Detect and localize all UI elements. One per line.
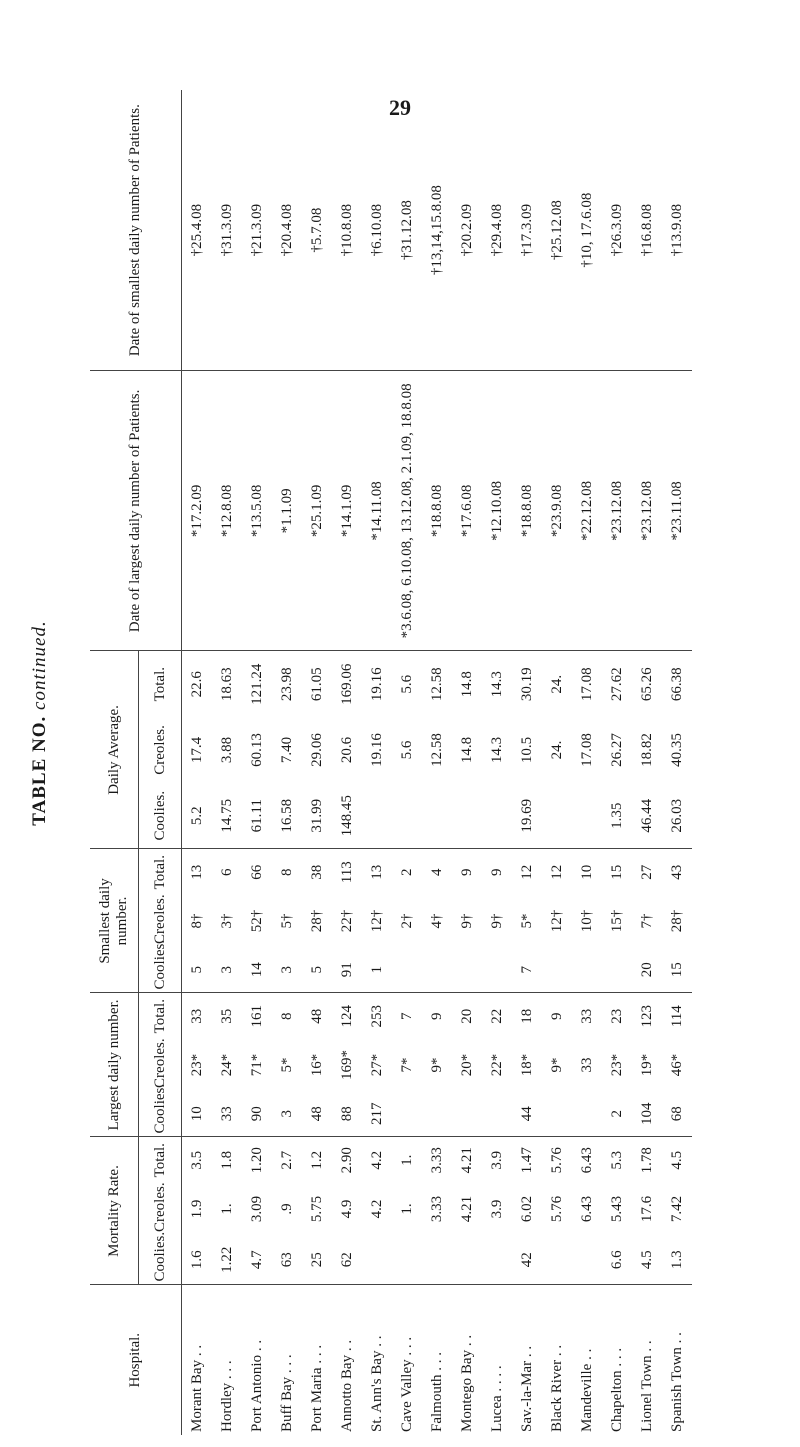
cell-largest-creoles: 23* xyxy=(608,1053,625,1077)
header-avg-creoles: Creoles. xyxy=(151,725,168,775)
table-row xyxy=(182,90,213,1435)
table-row xyxy=(302,90,332,1435)
cell-mortality-total: 5.3 xyxy=(608,1150,625,1170)
cell-smallest-coolies xyxy=(422,947,452,993)
header-sm-creoles: Creoles. xyxy=(151,894,168,944)
cell-smallest-coolies: 91 xyxy=(332,947,362,993)
header-mort-coolies: Coolies. xyxy=(139,1235,182,1285)
cell-smallest-creoles: 28† xyxy=(668,909,685,933)
cell-smallest-total: 15 xyxy=(608,864,625,880)
cell-mortality-coolies xyxy=(572,1235,602,1285)
cell-smallest-coolies: 3 xyxy=(272,947,302,993)
cell-hospital: Montego Bay . . xyxy=(458,1334,475,1432)
cell-average-creoles: 29.06 xyxy=(308,733,325,767)
cell-mortality-creoles: 3.33 xyxy=(428,1195,445,1223)
cell-mortality-total: 1.47 xyxy=(518,1147,535,1174)
cell-date-largest: *17.6.08 xyxy=(452,371,482,651)
cell-largest-total: 161 xyxy=(248,1004,265,1028)
cell-average-total: 169.06 xyxy=(338,663,355,705)
cell-date-largest: *23.11.08 xyxy=(662,371,692,651)
cell-largest-creoles: 23* xyxy=(188,1053,205,1077)
cell-date-largest: *14.1.09 xyxy=(332,371,362,651)
cell-hospital: Morant Bay . . xyxy=(188,1344,205,1432)
cell-smallest-coolies xyxy=(572,947,602,993)
table-row xyxy=(392,90,422,1435)
cell-date-largest: *23.9.08 xyxy=(542,371,572,651)
cell-hospital: Chapelton . . . xyxy=(608,1347,625,1432)
cell-hospital: Cave Valley . . . xyxy=(398,1336,415,1432)
cell-average-creoles: 12.58 xyxy=(428,733,445,767)
cell-largest-coolies: 88 xyxy=(332,1091,362,1137)
cell-largest-coolies: 104 xyxy=(632,1091,662,1137)
cell-average-coolies: 61.11 xyxy=(242,783,272,849)
cell-average-creoles: 14.3 xyxy=(488,736,505,764)
header-sm-coolies: Coolies. xyxy=(139,947,182,993)
cell-largest-total: 7 xyxy=(398,1012,415,1020)
cell-smallest-creoles: 2† xyxy=(398,913,415,929)
cell-mortality-total: 6.43 xyxy=(578,1147,595,1174)
cell-largest-creoles: 16* xyxy=(308,1053,325,1077)
cell-smallest-creoles: 10† xyxy=(578,909,595,933)
table-body xyxy=(182,90,693,1435)
table-row xyxy=(572,90,602,1435)
cell-average-creoles: 18.82 xyxy=(638,733,655,767)
cell-mortality-coolies: 1.6 xyxy=(182,1235,213,1285)
cell-hospital: Black River . . xyxy=(548,1344,565,1432)
cell-smallest-creoles: 5* xyxy=(518,913,535,929)
cell-largest-total: 35 xyxy=(218,1008,235,1024)
cell-largest-coolies xyxy=(392,1091,422,1137)
cell-smallest-total: 27 xyxy=(638,864,655,880)
cell-date-smallest: †25.12.08 xyxy=(542,90,572,371)
cell-mortality-creoles: 6.43 xyxy=(578,1195,595,1223)
cell-mortality-creoles: 3.9 xyxy=(488,1199,505,1219)
cell-mortality-coolies: 1.3 xyxy=(662,1235,692,1285)
cell-smallest-total: 66 xyxy=(248,864,265,880)
table-row xyxy=(602,90,632,1435)
cell-date-smallest: †13.9.08 xyxy=(662,90,692,371)
cell-largest-total: 18 xyxy=(518,1008,535,1024)
cell-average-total: 61.05 xyxy=(308,667,325,702)
cell-mortality-coolies: 6.6 xyxy=(602,1235,632,1285)
cell-largest-coolies xyxy=(572,1091,602,1137)
cell-largest-creoles: 5* xyxy=(278,1057,295,1073)
cell-hospital: St. Ann's Bay . . xyxy=(368,1335,385,1432)
cell-smallest-coolies xyxy=(452,947,482,993)
cell-largest-total: 33 xyxy=(188,1008,205,1024)
cell-date-smallest: †10.8.08 xyxy=(332,90,362,371)
header-avg-total: Total. xyxy=(151,667,168,702)
cell-average-total: 23.98 xyxy=(278,667,295,702)
cell-mortality-creoles: 5.43 xyxy=(608,1195,625,1223)
cell-hospital: Falmouth . . . xyxy=(428,1351,445,1432)
cell-smallest-creoles: 15† xyxy=(608,909,625,933)
cell-largest-total: 9 xyxy=(548,1012,565,1020)
cell-largest-total: 124 xyxy=(338,1004,355,1028)
cell-smallest-total: 13 xyxy=(188,864,205,880)
header-mort-creoles: Creoles. xyxy=(151,1182,168,1232)
cell-average-coolies: 14.75 xyxy=(212,783,242,849)
cell-date-smallest: †26.3.09 xyxy=(602,90,632,371)
cell-smallest-total: 38 xyxy=(308,864,325,880)
cell-mortality-creoles: 6.02 xyxy=(518,1195,535,1223)
cell-average-creoles: 7.40 xyxy=(278,736,295,764)
cell-smallest-creoles: 12† xyxy=(548,909,565,933)
table-row xyxy=(512,90,542,1435)
cell-date-smallest: †29.4.08 xyxy=(482,90,512,371)
cell-hospital: Mandeville . . xyxy=(578,1348,595,1432)
cell-average-coolies: 31.99 xyxy=(302,783,332,849)
cell-average-total: 18.63 xyxy=(218,667,235,702)
cell-mortality-coolies xyxy=(482,1235,512,1285)
header-mortality-rate: Mortality Rate. xyxy=(90,1137,139,1285)
cell-smallest-coolies: 20 xyxy=(632,947,662,993)
cell-date-largest: *18.8.08 xyxy=(422,371,452,651)
header-hospital: Hospital. xyxy=(127,1332,143,1388)
cell-smallest-coolies xyxy=(392,947,422,993)
cell-largest-coolies: 33 xyxy=(212,1091,242,1137)
cell-largest-coolies: 44 xyxy=(512,1091,542,1137)
table-row xyxy=(452,90,482,1435)
cell-mortality-creoles: 4.21 xyxy=(458,1195,475,1223)
cell-largest-total: 253 xyxy=(368,1004,385,1028)
cell-average-coolies xyxy=(362,783,392,849)
cell-average-total: 27.62 xyxy=(608,667,625,702)
cell-smallest-coolies: 5 xyxy=(182,947,213,993)
cell-smallest-creoles: 22† xyxy=(338,909,355,933)
cell-hospital: Sav.-la-Mar . . xyxy=(518,1345,535,1432)
table-row xyxy=(422,90,452,1435)
cell-mortality-total: 3.33 xyxy=(428,1147,445,1174)
cell-average-creoles: 24. xyxy=(548,740,565,760)
cell-largest-creoles: 27* xyxy=(368,1053,385,1077)
table-row xyxy=(362,90,392,1435)
cell-mortality-coolies xyxy=(362,1235,392,1285)
cell-mortality-total: 5.76 xyxy=(548,1147,565,1174)
cell-largest-coolies xyxy=(422,1091,452,1137)
cell-largest-creoles: 33 xyxy=(578,1057,595,1073)
hospital-statistics-table xyxy=(90,90,692,1435)
cell-average-total: 24. xyxy=(548,674,565,694)
cell-average-creoles: 26.27 xyxy=(608,733,625,767)
cell-largest-creoles: 24* xyxy=(218,1053,235,1077)
cell-average-total: 19.16 xyxy=(368,667,385,702)
cell-date-smallest: †10, 17.6.08 xyxy=(572,90,602,371)
cell-largest-total: 48 xyxy=(308,1008,325,1024)
cell-date-largest: *12.8.08 xyxy=(212,371,242,651)
cell-smallest-total: 12 xyxy=(548,864,565,880)
cell-largest-coolies: 90 xyxy=(242,1091,272,1137)
cell-average-total: 22.6 xyxy=(188,671,205,698)
cell-average-total: 30.19 xyxy=(518,667,535,702)
cell-average-total: 12.58 xyxy=(428,667,445,702)
cell-mortality-total: 4.2 xyxy=(368,1150,385,1170)
cell-mortality-total: 3.5 xyxy=(188,1150,205,1170)
cell-smallest-total: 8 xyxy=(278,868,295,876)
cell-largest-total: 114 xyxy=(668,1005,685,1028)
cell-largest-total: 123 xyxy=(638,1004,655,1028)
cell-smallest-creoles: 9† xyxy=(488,913,505,929)
table-title-continued: continued. xyxy=(29,620,50,710)
header-daily-average: Daily Average. xyxy=(90,651,139,849)
cell-date-largest: *17.2.09 xyxy=(182,371,213,651)
table-row xyxy=(662,90,692,1435)
cell-smallest-coolies: 7 xyxy=(512,947,542,993)
table-row xyxy=(542,90,572,1435)
cell-largest-creoles: 20* xyxy=(458,1053,475,1077)
cell-smallest-coolies: 15 xyxy=(662,947,692,993)
cell-hospital: Annotto Bay . . xyxy=(338,1339,355,1432)
cell-date-largest: *25.1.09 xyxy=(302,371,332,651)
cell-average-coolies: 16.58 xyxy=(272,783,302,849)
table-title xyxy=(0,0,80,1447)
header-date-smallest: Date of smallest daily number of Patients. xyxy=(90,90,182,371)
cell-mortality-creoles: 3.09 xyxy=(248,1195,265,1223)
cell-average-creoles: 40.35 xyxy=(668,733,685,767)
cell-date-smallest: †5.7.08 xyxy=(302,90,332,371)
cell-average-coolies xyxy=(452,783,482,849)
cell-date-largest: *12.10.08 xyxy=(482,371,512,651)
cell-largest-total: 23 xyxy=(608,1008,625,1024)
cell-date-smallest: †21.3.09 xyxy=(242,90,272,371)
cell-date-largest: *23.12.08 xyxy=(632,371,662,651)
cell-average-coolies xyxy=(482,783,512,849)
cell-hospital: Lionel Town . . xyxy=(638,1340,655,1432)
cell-mortality-creoles: 1. xyxy=(398,1203,415,1215)
cell-smallest-total: 12 xyxy=(518,864,535,880)
cell-date-smallest: †6.10.08 xyxy=(362,90,392,371)
cell-smallest-total: 13 xyxy=(368,864,385,880)
cell-average-total: 121.24 xyxy=(248,663,265,705)
cell-average-coolies: 148.45 xyxy=(332,783,362,849)
cell-mortality-coolies: 42 xyxy=(512,1235,542,1285)
cell-average-coolies: 26.03 xyxy=(662,783,692,849)
cell-date-smallest: †20.2.09 xyxy=(452,90,482,371)
cell-mortality-creoles: 5.75 xyxy=(308,1195,325,1223)
cell-largest-total: 22 xyxy=(488,1008,505,1024)
cell-smallest-coolies: 3 xyxy=(212,947,242,993)
cell-mortality-creoles: 1. xyxy=(218,1203,235,1215)
cell-mortality-total: 1.20 xyxy=(248,1147,265,1174)
cell-largest-coolies xyxy=(452,1091,482,1137)
table-title-main: TABLE NO. xyxy=(29,715,50,826)
cell-mortality-creoles: 1.9 xyxy=(188,1199,205,1219)
cell-average-total: 65.26 xyxy=(638,667,655,702)
cell-mortality-creoles: 4.9 xyxy=(338,1199,355,1219)
cell-average-creoles: 3.88 xyxy=(218,736,235,764)
cell-hospital: Hordley . . . xyxy=(218,1360,235,1432)
cell-date-largest: *23.12.08 xyxy=(602,371,632,651)
cell-smallest-creoles: 12† xyxy=(368,909,385,933)
cell-smallest-coolies: 5 xyxy=(302,947,332,993)
cell-smallest-coolies xyxy=(542,947,572,993)
cell-average-creoles: 20.6 xyxy=(338,736,355,764)
cell-largest-coolies: 68 xyxy=(662,1091,692,1137)
header-largest-daily: Largest daily number. xyxy=(90,993,139,1137)
header-lg-creoles: Creoles. xyxy=(151,1038,168,1088)
cell-date-largest: *22.12.08 xyxy=(572,371,602,651)
cell-largest-total: 9 xyxy=(428,1012,445,1020)
cell-smallest-coolies: 14 xyxy=(242,947,272,993)
table-row xyxy=(272,90,302,1435)
cell-smallest-creoles: 9† xyxy=(458,913,475,929)
cell-hospital: Port Maria . . . xyxy=(308,1344,325,1432)
header-date-largest: Date of largest daily number of Patients. xyxy=(90,371,182,651)
cell-mortality-coolies xyxy=(542,1235,572,1285)
cell-largest-coolies xyxy=(542,1091,572,1137)
cell-largest-total: 33 xyxy=(578,1008,595,1024)
cell-smallest-total: 6 xyxy=(218,868,235,876)
table-row xyxy=(242,90,272,1435)
cell-largest-creoles: 18* xyxy=(518,1053,535,1077)
cell-smallest-creoles: 8† xyxy=(188,913,205,929)
cell-date-largest: *1.1.09 xyxy=(272,371,302,651)
cell-average-creoles: 5.6 xyxy=(398,740,415,760)
cell-smallest-total: 9 xyxy=(488,868,505,876)
cell-mortality-coolies: 25 xyxy=(302,1235,332,1285)
cell-mortality-creoles: .9 xyxy=(278,1203,295,1215)
cell-date-smallest: †17.3.09 xyxy=(512,90,542,371)
cell-smallest-total: 10 xyxy=(578,864,595,880)
cell-average-coolies xyxy=(572,783,602,849)
cell-average-coolies: 46.44 xyxy=(632,783,662,849)
cell-average-coolies xyxy=(422,783,452,849)
cell-largest-creoles: 169* xyxy=(338,1049,355,1080)
cell-date-smallest: †13,14,15.8.08 xyxy=(422,90,452,371)
cell-date-smallest: †25.4.08 xyxy=(182,90,213,371)
cell-mortality-creoles: 4.2 xyxy=(368,1199,385,1219)
cell-mortality-total: 1.78 xyxy=(638,1147,655,1174)
cell-smallest-creoles: 3† xyxy=(218,913,235,929)
cell-smallest-coolies xyxy=(482,947,512,993)
header-mort-total: Total. xyxy=(151,1143,168,1178)
cell-largest-coolies: 217 xyxy=(362,1091,392,1137)
cell-mortality-creoles: 17.6 xyxy=(638,1195,655,1223)
header-lg-total: Total. xyxy=(151,999,168,1034)
cell-smallest-total: 43 xyxy=(668,864,685,880)
page-number: 29 xyxy=(389,95,411,120)
cell-hospital: Port Antonio . . xyxy=(248,1339,265,1432)
cell-largest-coolies: 2 xyxy=(602,1091,632,1137)
cell-date-largest: *14.11.08 xyxy=(362,371,392,651)
table-row xyxy=(482,90,512,1435)
cell-date-smallest: †31.3.09 xyxy=(212,90,242,371)
cell-mortality-total: 4.5 xyxy=(668,1150,685,1170)
header-lg-coolies: Coolies. xyxy=(139,1091,182,1137)
cell-average-creoles: 17.4 xyxy=(188,736,205,764)
cell-smallest-creoles: 52† xyxy=(248,909,265,933)
cell-smallest-total: 113 xyxy=(338,861,355,884)
cell-average-creoles: 14.8 xyxy=(458,736,475,764)
cell-smallest-creoles: 7† xyxy=(638,913,655,929)
cell-average-coolies: 19.69 xyxy=(512,783,542,849)
cell-smallest-total: 2 xyxy=(398,868,415,876)
cell-average-creoles: 19.16 xyxy=(368,733,385,767)
cell-mortality-coolies xyxy=(392,1235,422,1285)
cell-date-smallest: †20.4.08 xyxy=(272,90,302,371)
cell-largest-creoles: 46* xyxy=(668,1053,685,1077)
cell-mortality-total: 2.7 xyxy=(278,1150,295,1170)
cell-hospital: Spanish Town . . xyxy=(668,1332,685,1432)
cell-largest-creoles: 9* xyxy=(428,1057,445,1073)
cell-average-creoles: 60.13 xyxy=(248,733,265,767)
cell-largest-creoles: 19* xyxy=(638,1053,655,1077)
cell-mortality-creoles: 5.76 xyxy=(548,1195,565,1223)
cell-mortality-creoles: 7.42 xyxy=(668,1195,685,1223)
cell-hospital: Buff Bay . . . xyxy=(278,1354,295,1432)
cell-smallest-coolies: 1 xyxy=(362,947,392,993)
cell-date-largest: *18.8.08 xyxy=(512,371,542,651)
cell-largest-creoles: 22* xyxy=(488,1053,505,1077)
cell-largest-total: 20 xyxy=(458,1008,475,1024)
table-row xyxy=(212,90,242,1435)
cell-smallest-total: 4 xyxy=(428,868,445,876)
cell-average-coolies: 1.35 xyxy=(602,783,632,849)
cell-average-total: 14.3 xyxy=(488,671,505,698)
rotated-table-frame xyxy=(90,104,780,1435)
cell-mortality-total: 1.2 xyxy=(308,1150,325,1170)
cell-mortality-total: 4.21 xyxy=(458,1147,475,1174)
table-row xyxy=(632,90,662,1435)
cell-smallest-creoles: 5† xyxy=(278,913,295,929)
cell-largest-coolies: 3 xyxy=(272,1091,302,1137)
cell-largest-creoles: 9* xyxy=(548,1057,565,1073)
cell-mortality-coolies: 1.22 xyxy=(212,1235,242,1285)
cell-mortality-total: 1. xyxy=(398,1154,415,1166)
cell-date-largest: *13.5.08 xyxy=(242,371,272,651)
cell-largest-coolies: 10 xyxy=(182,1091,213,1137)
cell-largest-creoles: 7* xyxy=(398,1057,415,1073)
cell-hospital: Lucea . . . . xyxy=(488,1365,505,1432)
cell-average-coolies xyxy=(542,783,572,849)
header-avg-coolies: Coolies. xyxy=(139,783,182,849)
cell-date-largest: *3.6.08, 6.10.08, 13.12.08, 2.1.09, 18.8.08 xyxy=(392,371,422,651)
cell-largest-total: 8 xyxy=(278,1012,295,1020)
cell-mortality-coolies xyxy=(422,1235,452,1285)
cell-average-total: 14.8 xyxy=(458,671,475,698)
cell-average-creoles: 17.08 xyxy=(578,733,595,767)
header-smallest-daily: Smallest daily number. xyxy=(90,849,139,993)
cell-largest-creoles: 71* xyxy=(248,1053,265,1077)
cell-smallest-coolies xyxy=(602,947,632,993)
cell-smallest-total: 9 xyxy=(458,868,475,876)
cell-average-coolies xyxy=(392,783,422,849)
header-sm-total: Total. xyxy=(151,855,168,890)
cell-average-total: 5.6 xyxy=(398,674,415,694)
cell-mortality-total: 1.8 xyxy=(218,1150,235,1170)
cell-largest-coolies: 48 xyxy=(302,1091,332,1137)
cell-average-creoles: 10.5 xyxy=(518,736,535,764)
cell-mortality-coolies: 62 xyxy=(332,1235,362,1285)
cell-mortality-total: 3.9 xyxy=(488,1150,505,1170)
cell-average-total: 17.08 xyxy=(578,667,595,702)
cell-mortality-total: 2.90 xyxy=(338,1147,355,1174)
cell-average-total: 66.38 xyxy=(668,667,685,702)
cell-average-coolies: 5.2 xyxy=(182,783,213,849)
cell-smallest-creoles: 28† xyxy=(308,909,325,933)
table-row xyxy=(332,90,362,1435)
cell-mortality-coolies: 4.5 xyxy=(632,1235,662,1285)
cell-date-smallest: †31.12.08 xyxy=(392,90,422,371)
cell-mortality-coolies: 4.7 xyxy=(242,1235,272,1285)
cell-smallest-creoles: 4† xyxy=(428,913,445,929)
cell-mortality-coolies: 63 xyxy=(272,1235,302,1285)
cell-mortality-coolies xyxy=(452,1235,482,1285)
cell-date-smallest: †16.8.08 xyxy=(632,90,662,371)
cell-largest-coolies xyxy=(482,1091,512,1137)
